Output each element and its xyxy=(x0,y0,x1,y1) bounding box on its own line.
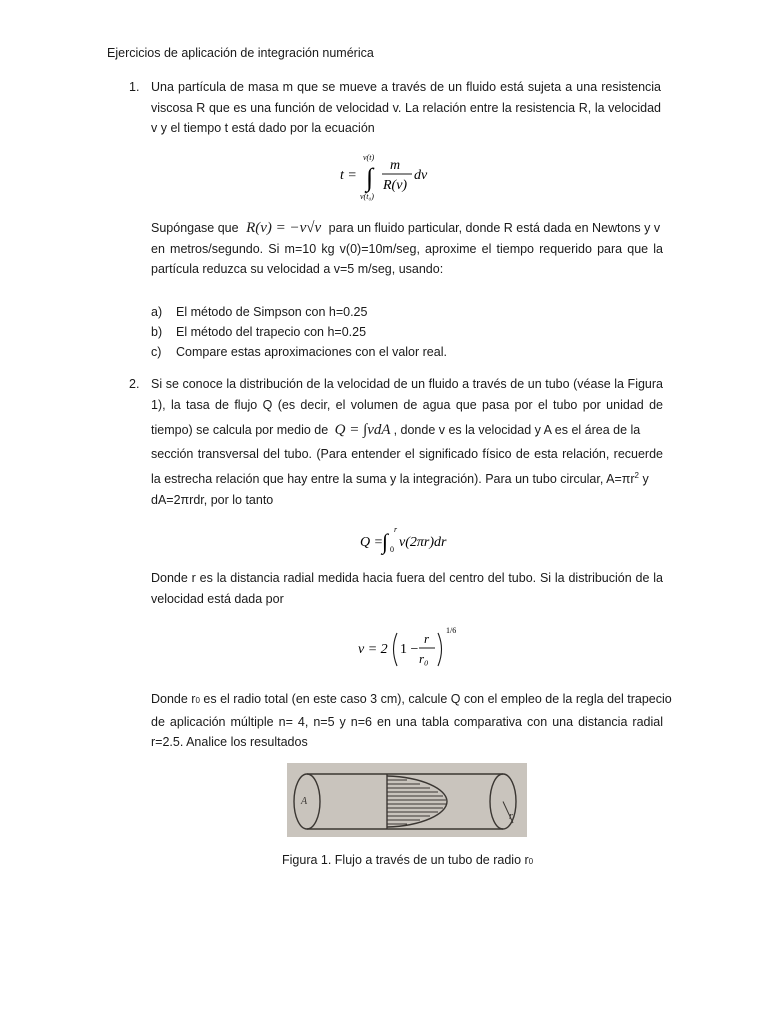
assumption-line: en metros/segundo. Si m=10 kg v(0)=10m/seg, aproxime el tiempo requerido para que la xyxy=(151,241,663,256)
equation-velocity-profile xyxy=(352,620,472,678)
exercise-1-options xyxy=(151,302,447,362)
exercise-2-line-with-eq: tiempo) se calcula por medio de Q = ∫vdA , donde v es la velocidad y A es el área de la xyxy=(151,422,641,438)
exercise-2-line: dA=2πrdr, por lo tanto xyxy=(151,493,274,508)
exercise-2-intro xyxy=(151,374,663,511)
option-item: a) El método de Simpson con h=0.25 xyxy=(151,305,368,319)
equation-flow-integral xyxy=(352,522,472,558)
assumption-rest: para un fluido particular, donde R está dada en Newtons y v xyxy=(328,221,661,235)
eq1-integral-sign: ∫ xyxy=(366,163,374,192)
flow-rate-equation: Q = ∫vdA xyxy=(334,422,391,438)
figure-label-area: A xyxy=(301,796,308,807)
eqv-lhs: v = 2 xyxy=(358,642,388,657)
assumption-prefix: Supóngase que xyxy=(151,221,239,235)
eqQ-upper-limit: r xyxy=(394,525,398,534)
figure-label-radius: r xyxy=(509,811,513,822)
exercise-1-intro-line: Una partícula de masa m que se mueve a través de un fluido está sujeta a una resistencia xyxy=(151,80,661,94)
exercise-2-line: 1), la tasa de flujo Q (es decir, el volumen de agua que pasa por el tubo por unidad de xyxy=(151,398,663,412)
radial-distance-paragraph xyxy=(151,568,663,609)
eq1-lower-limit: v(t₀) xyxy=(360,192,374,201)
exercise-2-line: la estrecha relación que hay entre la suma y la integración). Para un tubo circular, $A=\pi r^2$ y xyxy=(151,471,649,487)
eqQ-lower-limit: 0 xyxy=(390,545,394,554)
option-item: c) Compare estas aproximaciones con el valor real. xyxy=(151,345,447,359)
eqv-denominator: r₀ xyxy=(419,651,429,666)
exercise-1-intro-line: v y el tiempo t está dado por la ecuación xyxy=(151,121,375,135)
eqv-one-minus: 1 − xyxy=(400,642,419,657)
exercise-2-line: sección transversal del tubo. (Para entender el significado físico de esta relación, recuerde xyxy=(151,447,663,461)
eq1-numerator: m xyxy=(390,158,401,173)
eqQ-lhs: Q = xyxy=(360,535,384,550)
option-item: b) El método del trapecio con h=0.25 xyxy=(151,325,367,339)
exercise-1-number: 1. xyxy=(129,80,140,94)
exercise-2-number: 2. xyxy=(129,377,140,391)
radial-line: velocidad está dada por xyxy=(151,591,284,606)
r0-line: Donde r0 es el radio total (en este caso 3 cm), calcule Q con el empleo de la regla del trapecio xyxy=(151,692,672,706)
total-radius-paragraph xyxy=(151,689,672,753)
eqQ-body: v(2πr)dr xyxy=(399,535,447,550)
eq1-upper-limit: v(t) xyxy=(363,153,375,162)
exercise-1-intro-line: viscosa R que es una función de velocidad v. La relación entre la resistencia R, la velocidad xyxy=(151,100,661,115)
figure-caption: Figura 1. Flujo a través de un tubo de radio r0 xyxy=(282,853,534,867)
radial-line: Donde r es la distancia radial medida hacia fuera del centro del tubo. Si la distribución de la xyxy=(151,571,663,585)
r0-line: de aplicación múltiple n= 4, n=5 y n=6 en una tabla comparativa con una distancia radial xyxy=(151,714,663,729)
eq1-denominator: R(v) xyxy=(383,178,408,193)
eqv-left-paren xyxy=(394,633,398,666)
equation-time-integral xyxy=(330,148,440,204)
eqv-exponent: 1/6 xyxy=(446,626,457,635)
eqQ-integral-sign: ∫ xyxy=(382,529,389,554)
exercise-2-line: Si se conoce la distribución de la velocidad de un fluido a través de un tubo (véase la Figura xyxy=(151,377,663,391)
figure-pipe-flow xyxy=(287,763,527,837)
eqv-right-paren xyxy=(438,633,442,666)
resistance-equation: R(v) = −v√v xyxy=(246,220,322,236)
r0-line: r=2.5. Analice los resultados xyxy=(151,735,308,749)
assumption-line-1 xyxy=(151,218,663,239)
exercise-1-intro xyxy=(151,77,661,139)
eq1-lhs: t = xyxy=(340,168,357,183)
eqv-numerator: r xyxy=(424,631,430,646)
eq1-differential: dv xyxy=(414,168,428,183)
exercise-1-assumption xyxy=(151,218,663,280)
assumption-line: partícula reduzca su velocidad a v=5 m/seg, usando: xyxy=(151,262,444,276)
document-title: Ejercicios de aplicación de integración numérica xyxy=(107,46,374,60)
